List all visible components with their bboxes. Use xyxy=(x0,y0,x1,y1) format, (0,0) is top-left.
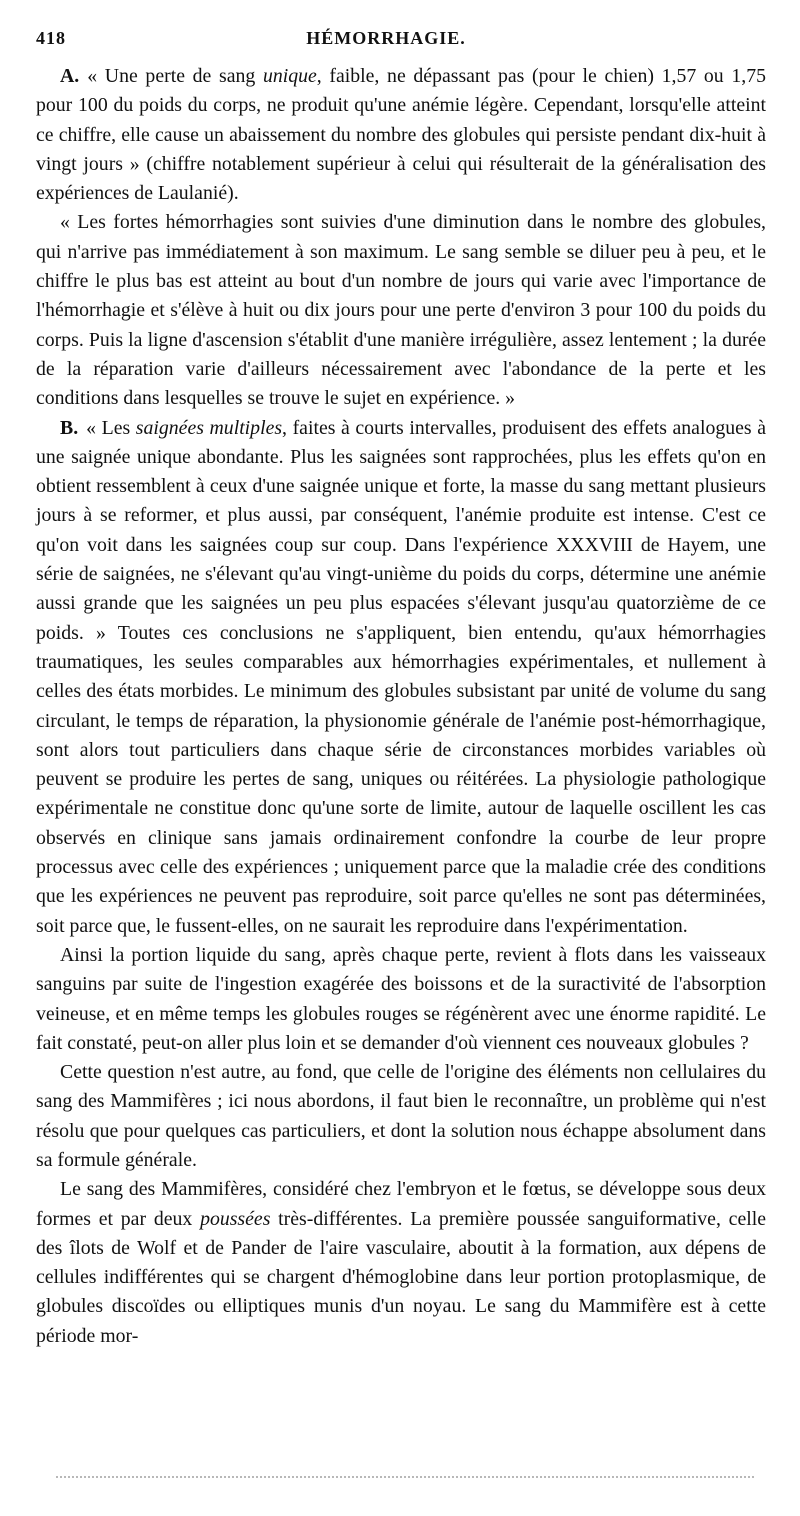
paragraph-ainsi: Ainsi la portion liquide du sang, après chaque perte, revient à flots dans les vaisseaux sanguins par suite de l'ingestion exagérée des boissons et de la suractivité de l'absorption veineuse, et en même temps les globules rouges se régénèrent avec une énorme rapidité. Le fait constaté, peut-on aller plus loin et se demander d'où viennent ces nouveaux globules ? xyxy=(36,943,766,1054)
section-label-a: A. xyxy=(60,65,80,87)
running-title: HÉMORRHAGIE. xyxy=(306,28,466,48)
paragraph-cette-question: Cette question n'est autre, au fond, que celle de l'origine des éléments non cellulaires du sang des Mammifères ; ici nous abordons, il faut bien le reconnaître, un problème qui n'est résolu que pour quelques cas particuliers, et dont la solution nous échappe absolument dans sa formule générale. xyxy=(36,1061,766,1171)
emphasis-poussees: poussées xyxy=(200,1207,271,1230)
scan-noise-line xyxy=(56,1476,754,1486)
paragraph-a: A. « Une perte de sang unique, faible, ne dépassant pas (pour le chien) 1,57 ou 1,75 pour 100 du poids du corps, ne produit qu'une anémie légère. Cependant, lorsqu'elle atteint ce chiffre, elle cause un abaissement du nombre des globules qui persiste pendant dix-huit à vingt jours » (chiffre notablement supérieur à celui qui résulterait de la généralisation des expériences de Laulanié). xyxy=(36,65,766,205)
emphasis-saignees-multiples: saignées multiples xyxy=(135,416,283,439)
running-header xyxy=(36,28,766,62)
page-number: 418 xyxy=(36,28,66,48)
paragraph-b: B. « Les saignées multiples, faites à courts intervalles, produisent des effets analogues à une saignée unique abondante. Plus les saignées sont rapprochées, plus les effets qu'on en obtient ressemblent à ceux d'une saignée unique et forte, la masse du sang mettant plusieurs jours à se reformer, et plus aussi, par conséquent, l'anémie produite est intense. C'est ce qu'on voit dans les saignées coup sur coup. Dans l'expérience XXXVIII de Hayem, une série de saignées, ne s'élevant qu'au vingt-unième du poids du corps, détermine une anémie aussi grande que les saignées un peu plus espacées s'élevant jusqu'au quatorzième de ce poids. » Toutes ces conclusions ne s'appliquent, bien entendu, qu'aux hémorrhagies traumatiques, les seules comparables aux hémorrhagies expérimentales, et nullement à celles des états morbides. Le minimum des globules subsistant par unité de volume du sang circulant, le temps de réparation, la physionomie générale de l'anémie post-hémorrhagique, sont alors tout particuliers dans chaque série de circonstances morbides variables où peuvent se produire les pertes de sang, uniques ou réitérées. La physiologie pathologique expérimentale ne constitue donc qu'une sorte de limite, autour de laquelle oscillent les cas observés en clinique sans jamais ordinairement confondre la courbe de leur propre processus avec celle des expériences ; uniquement parce que la maladie crée des conditions que les expériences ne peuvent pas reproduire, soit parce qu'elles ne sont pas déterminées, soit parce que, le fussent-elles, on ne saurait les reproduire dans l'expérimentation. xyxy=(36,416,766,937)
body-text xyxy=(36,62,766,1351)
emphasis-unique: unique xyxy=(262,65,317,87)
paragraph-quote-hemorrhagies: « Les fortes hémorrhagies sont suivies d'une diminution dans le nombre des globules, qui n'arrive pas immédiatement à son maximum. Le sang semble se diluer peu à peu, et le chiffre le plus bas est atteint au bout d'un nombre de jours qui varie avec l'importance de l'hémorrhagie et s'élève à huit ou dix jours pour une perte d'environ 3 pour 100 du poids du corps. Puis la ligne d'ascension s'établit d'une manière irrégulière, assez lentement ; la durée de la réparation varie d'ailleurs nécessairement avec l'abondance de la perte et les conditions dans lesquelles se trouve le sujet en expérience. » xyxy=(36,211,766,410)
paragraph-le-sang: Le sang des Mammifères, considéré chez l'embryon et le fœtus, se développe sous deux formes et par deux poussées très-différentes. La première poussée sanguiformative, celle des îlots de Wolf et de Pander de l'aire vasculaire, aboutit à la formation, aux dépens de cellules indifférentes qui se chargent d'hémoglobine dans leur portion protoplasmique, de globules discoïdes ou elliptiques munis d'un noyau. Le sang du Mammifère est à cette période mor- xyxy=(36,1178,766,1347)
section-label-b: B. xyxy=(60,416,79,439)
